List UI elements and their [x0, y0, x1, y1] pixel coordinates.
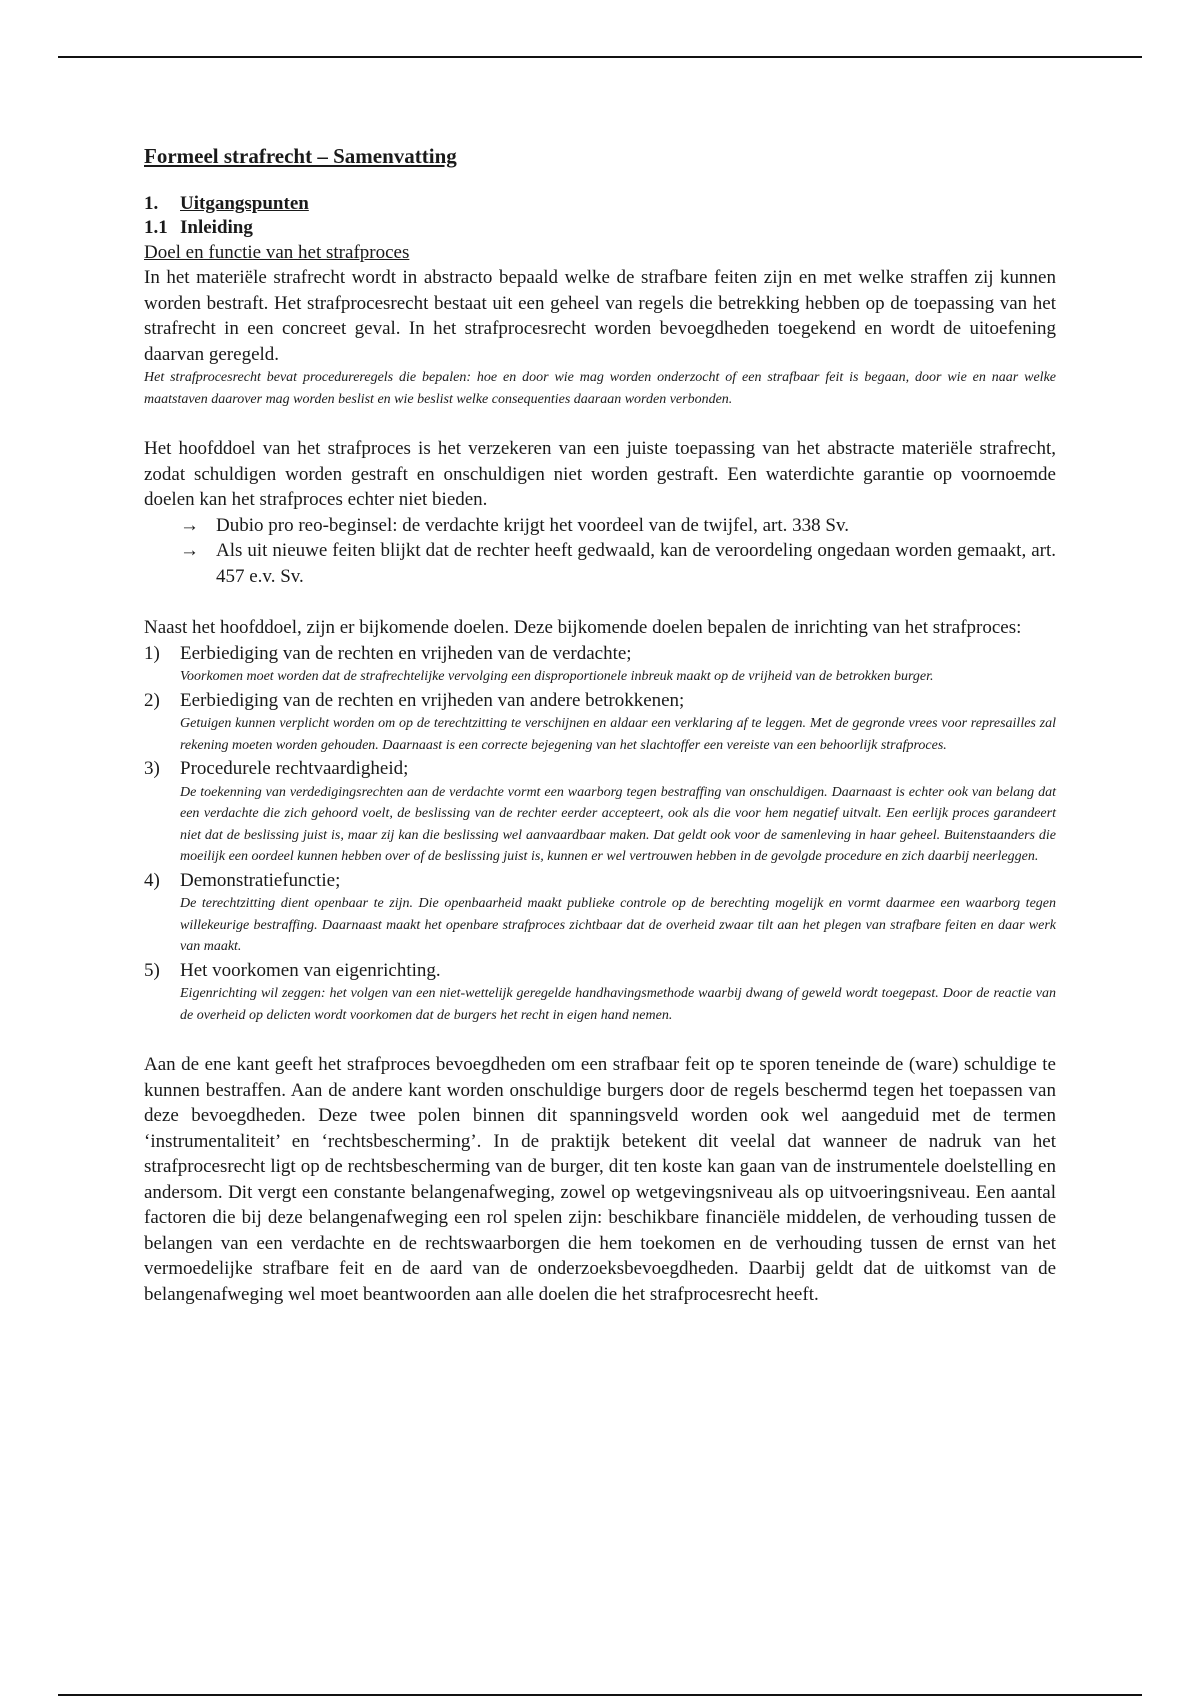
document-page [144, 142, 1056, 1307]
goal-label: Procedurele rechtvaardigheid; [180, 758, 409, 779]
goal-label: Eerbiediging van de rechten en vrijheden van andere betrokkenen; [180, 689, 685, 711]
spacer [144, 589, 1056, 615]
topic-heading: Doel en functie van het strafproces [144, 242, 410, 263]
goal-note: De terechtzitting dient openbaar te zijn. Die openbaarheid maakt publieke controle op de berechting mogelijk en vormt daarmee een waarborg tegen willekeurige bestraffing. Daarnaast maakt het openbare strafproces zichtbaar dat de overheid zwaar tilt aan het plegen van strafbare feiten en daar werk van maakt. [180, 896, 1056, 954]
goal-marker: 5) [144, 959, 160, 981]
goal-label: Demonstratiefunctie; [180, 869, 341, 891]
arrow-item-text: Dubio pro reo-beginsel: de verdachte krijgt het voordeel van de twijfel, art. 338 Sv. [216, 514, 849, 536]
document-title: Formeel strafrecht – Samenvatting [144, 144, 457, 168]
goal-label: Eerbiediging van de rechten en vrijheden van de verdachte; [180, 642, 632, 664]
goal-item [144, 756, 1056, 868]
section-number: 1. [144, 193, 159, 214]
footer-rule [58, 1694, 1142, 1696]
arrow-item-text: Als uit nieuwe feiten blijkt dat de rechter heeft gedwaald, kan de veroordeling ongedaan worden gemaakt, art. 457 e.v. Sv. [216, 540, 1056, 587]
goal-note: De toekenning van verdedigingsrechten aan de verdachte vormt een waarborg tegen bestraffing van onschuldigen. Daarnaast is echter ook van belang dat een verdachte die zich gehoord voelt, de beslissing van de rechter eerder accepteert, ook als die voor hem negatief uitvalt. Een eerlijk proces garandeert niet dat de beslissing juist is, maar zij kan die beslissing wel aanvaardbaar maken. Dat geldt ook voor de samenleving in haar geheel. Buitenstaanders die moeilijk een oordeel kunnen hebben over of de beslissing juist is, kunnen er wel vertrouwen hebben in de gevolgde procedure en zich daarbij neerleggen. [180, 784, 1056, 864]
goal-marker: 2) [144, 689, 160, 711]
note-procedure-rules: Het strafprocesrecht bevat procedureregels die bepalen: hoe en door wie mag worden onderzocht of een strafbaar feit is begaan, door wie en naar welke maatstaven daarover mag worden beslist en wie beslist welke consequenties daaraan worden verbonden. [144, 370, 1056, 407]
goal-note: Getuigen kunnen verplicht worden om op de terechtzitting te verschijnen en aldaar een verklaring af te leggen. Met de gegronde vrees voor represailles zal rekening moeten worden gehouden. Daarnaast is een correcte bejegening van het slachtoffer een vereiste van een behoorlijk strafproces. [180, 716, 1056, 753]
spacer [144, 410, 1056, 436]
subsection-number: 1.1 [144, 217, 168, 238]
section-heading-1 [144, 192, 1056, 216]
paragraph-intro: In het materiële strafrecht wordt in abstracto bepaald welke de strafbare feiten zijn en met welke straffen zij kunnen worden bestraft. Het strafprocesrecht bestaat uit een geheel van regels die betrekking hebben op de toepassing van het strafrecht in een concreet geval. In het strafprocesrecht worden bevoegdheden toegekend en wordt de uitoefening daarvan geregeld. [144, 267, 1056, 365]
paragraph-main-goal: Het hoofddoel van het strafproces is het verzekeren van een juiste toepassing van het abstracte materiële strafrecht, zodat schuldigen worden gestraft en onschuldigen niet worden gestraft. Een waterdichte garantie op voornoemde doelen kan het strafproces echter niet bieden. [144, 438, 1056, 510]
arrow-list [144, 513, 1056, 590]
goal-item [144, 641, 1056, 688]
goal-marker: 1) [144, 642, 160, 664]
spacer [144, 1026, 1056, 1052]
goal-label: Het voorkomen van eigenrichting. [180, 959, 441, 981]
paragraph-secondary-goals: Naast het hoofddoel, zijn er bijkomende doelen. Deze bijkomende doelen bepalen de inrichting van het strafproces: [144, 617, 1022, 638]
header-rule [58, 56, 1142, 58]
goal-item [144, 958, 1056, 1027]
goal-item [144, 688, 1056, 757]
arrow-list-item [144, 538, 1056, 589]
goals-list [144, 641, 1056, 1027]
goal-note: Voorkomen moet worden dat de strafrechtelijke vervolging een disproportionele inbreuk maakt op de vrijheid van de betrokken burger. [180, 669, 934, 684]
subsection-title: Inleiding [180, 217, 253, 238]
section-title: Uitgangspunten [180, 193, 309, 214]
goal-note: Eigenrichting wil zeggen: het volgen van een niet-wettelijk geregelde handhavingsmethode waarbij dwang of geweld wordt toegepast. Door de reactie van de overheid op delicten wordt voorkomen dat de burgers het recht in eigen hand nemen. [180, 986, 1056, 1023]
paragraph-balance: Aan de ene kant geeft het strafproces bevoegdheden om een strafbaar feit op te sporen teneinde de (ware) schuldige te kunnen bestraffen. Aan de andere kant worden onschuldige burgers door de regels beschermd tegen het toepassen van deze bevoegdheden. Deze twee polen binnen dit spanningsveld worden ook wel aangeduid met de termen ‘instrumentaliteit’ en ‘rechtsbescherming’. In de praktijk betekent dit veelal dat wanneer de nadruk van het strafprocesrecht ligt op de rechtsbescherming van de burger, dit ten koste kan gaan van de instrumentele doelstelling en andersom. Dit vergt een constante belangenafweging, zowel op wetgevingsniveau als op uitvoeringsniveau. Een aantal factoren die bij deze belangenafweging een rol spelen zijn: beschikbare financiële middelen, de verhouding tussen de belangen van een verdachte en de rechtswaarborgen die hem toekomen en de verhouding tussen de ernst van het vermoedelijke strafbare feit en de aard van de onderzoeksbevoegdheden. Daarbij geldt dat de uitkomst van de belangenafweging wel moet beantwoorden aan alle doelen die het strafprocesrecht heeft. [144, 1054, 1056, 1305]
arrow-icon: → [180, 540, 199, 561]
goal-item [144, 868, 1056, 958]
subsection-heading-1-1 [144, 216, 1056, 240]
arrow-list-item [144, 513, 1056, 539]
goal-marker: 4) [144, 869, 160, 891]
goal-marker: 3) [144, 758, 160, 779]
arrow-icon: → [180, 514, 199, 536]
